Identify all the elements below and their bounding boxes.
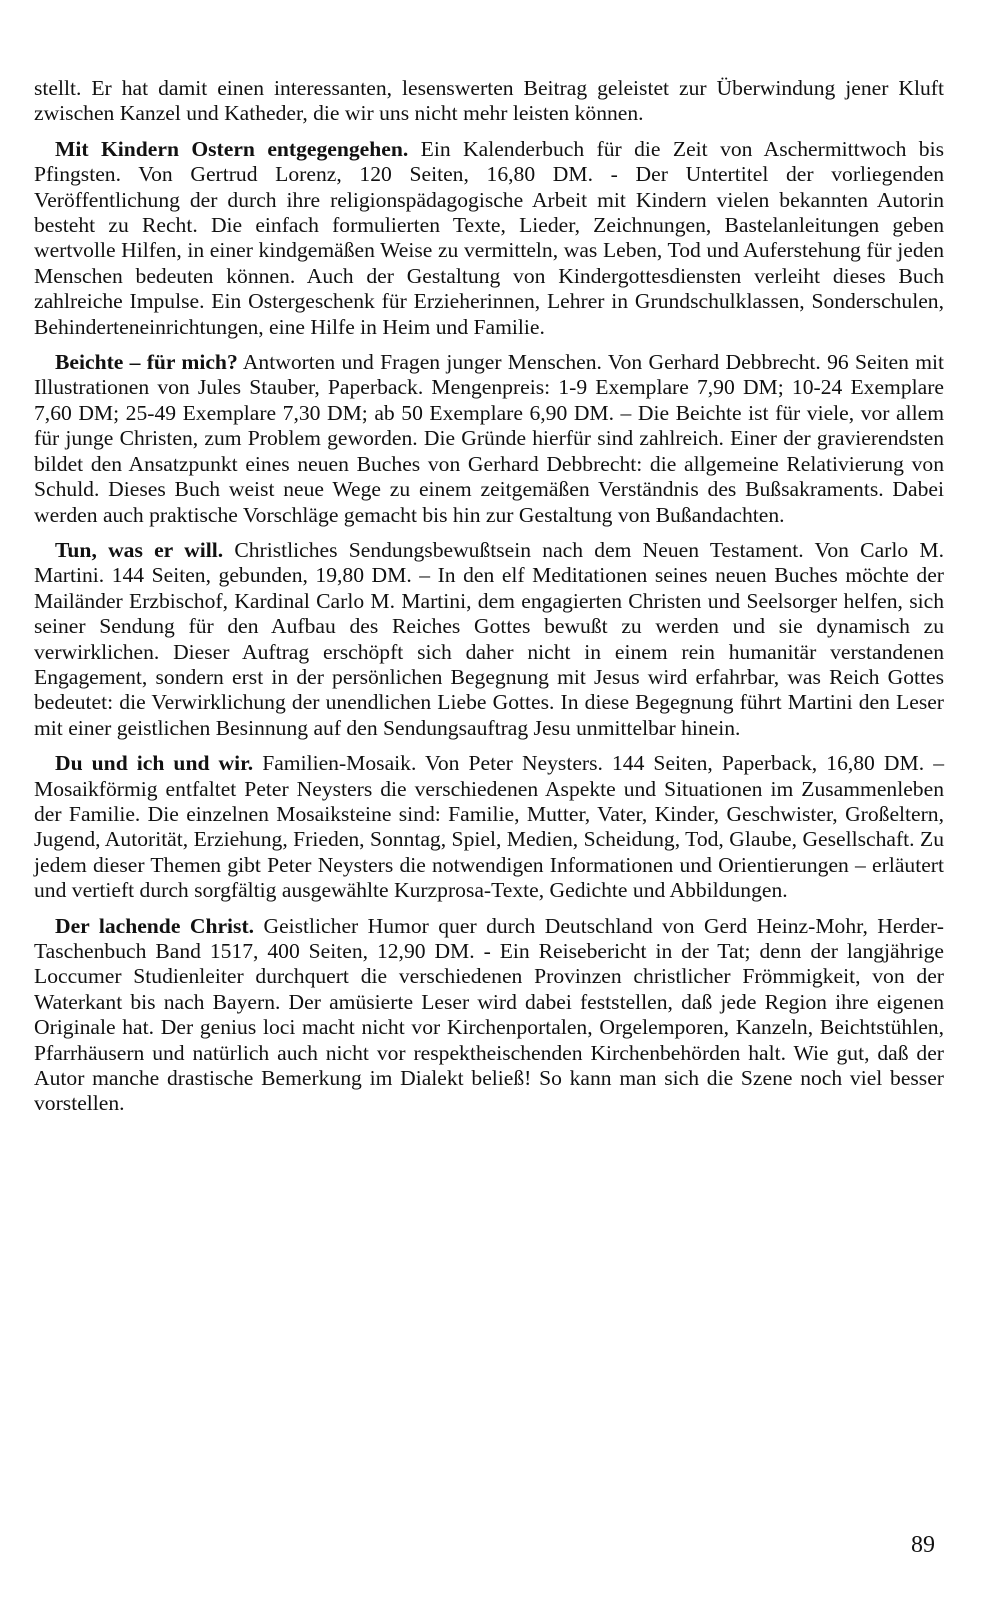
book-title: Beichte – für mich? bbox=[55, 350, 238, 375]
book-description: Ein Kalenderbuch für die Zeit von Aschermittwoch bis Pfingsten. Von Gertrud Lorenz, 120 Seiten, 16,80 DM. - Der Untertitel der vorliegenden Veröffentlichung der durch ihre religionspädagogische Arbeit mit Kindern vielen bekannten Autorin besteht zu Recht. Die einfach formulierten Texte, Lieder, Zeichnungen, Bastelanleitungen geben wertvolle Hilfen, in einer kindgemäßen Weise zu vermitteln, was Leben, Tod und Auferstehung für jeden Menschen bedeuten können. Auch der Gestaltung von Kindergottesdiensten verleiht dieses Buch zahlreiche Impulse. Ein Ostergeschenk für Erzieherinnen, Lehrer in Grundschulklassen, Sonderschulen, Behinderteneinrichtungen, eine Hilfe in Heim und Familie. bbox=[34, 136, 944, 339]
book-entry bbox=[34, 137, 944, 340]
book-title: Du und ich und wir. bbox=[55, 751, 254, 776]
book-description: Christliches Sendungsbewußtsein nach dem Neuen Testament. Von Carlo M. Martini. 144 Seiten, gebunden, 19,80 DM. – In den elf Meditationen seines neuen Buches möchte der Mailänder Erzbischof, Kardinal Carlo M. Martini, dem engagierten Christen und Seelsorger helfen, sich seiner Sendung für den Aufbau des Reiches Gottes bewußt zu werden und sie dynamisch zu verwirklichen. Dieser Auftrag erschöpft sich daher nicht in einem rein humanitär verstandenen Engagement, sondern erst in der persönlichen Begegnung mit Jesus wird erfahrbar, was Reich Gottes bedeutet: die Verwirklichung der unendlichen Liebe Gottes. In diese Begegnung führt Martini den Leser mit einer geistlichen Besinnung auf den Sendungsauftrag Jesu unmittelbar hinein. bbox=[34, 537, 944, 740]
page-number: 89 bbox=[911, 1532, 935, 1558]
continuation-paragraph: stellt. Er hat damit einen interessanten, lesenswerten Beitrag geleistet zur Überwindung jener Kluft zwischen Kanzel und Katheder, die wir uns nicht mehr leisten können. bbox=[34, 76, 944, 126]
book-description: Familien-Mosaik. Von Peter Neysters. 144 Seiten, Paperback, 16,80 DM. – Mosaikförmig entfaltet Peter Neysters die verschiedenen Aspekte und Situationen im Zusammenleben der Familie. Die einzelnen Mosaiksteine sind: Familie, Mutter, Vater, Kinder, Geschwister, Großeltern, Jugend, Autorität, Erziehung, Frieden, Sonntag, Spiel, Medien, Scheidung, Tod, Glaube, Gesellschaft. Zu jedem dieser Themen gibt Peter Neysters die notwendigen Informationen und Orientierungen – erläutert und vertieft durch sorgfältig ausgewählte Kurzprosa-Texte, Gedichte und Abbildungen. bbox=[34, 751, 944, 903]
book-entry bbox=[34, 914, 944, 1117]
book-entry bbox=[34, 350, 944, 528]
book-description: Geistlicher Humor quer durch Deutschland von Gerd Heinz-Mohr, Herder-Taschenbuch Band 1517, 400 Seiten, 12,90 DM. - Ein Reisebericht in der Tat; denn der langjährige Loccumer Studienleiter durchquert die verschiedenen Provinzen christlicher Frömmigkeit, von der Waterkant bis nach Bayern. Der amüsierte Leser wird dabei feststellen, daß jede Region ihre eigenen Originale hat. Der genius loci macht nicht vor Kirchenportalen, Orgelemporen, Kanzeln, Beichtstühlen, Pfarrhäusern und natürlich auch nicht vor respektheischenden Kirchenbehörden halt. Wie gut, daß der Autor manche drastische Bemerkung im Dialekt beließ! So kann man sich die Szene noch viel besser vorstellen. bbox=[34, 913, 944, 1116]
book-entry bbox=[34, 538, 944, 741]
book-title: Tun, was er will. bbox=[55, 537, 224, 562]
page-body bbox=[34, 76, 944, 1117]
book-title: Der lachende Christ. bbox=[55, 913, 255, 938]
book-description: Antworten und Fragen junger Menschen. Von Gerhard Debbrecht. 96 Seiten mit Illustrationen von Jules Stauber, Paperback. Mengenpreis: 1-9 Exemplare 7,90 DM; 10-24 Exemplare 7,60 DM; 25-49 Exemplare 7,30 DM; ab 50 Exemplare 6,90 DM. – Die Beichte ist für viele, vor allem für junge Christen, zum Problem geworden. Die Gründe hierfür sind zahlreich. Einer der gravierendsten bildet den Ansatzpunkt eines neuen Buches von Gerhard Debbrecht: die allgemeine Relativierung von Schuld. Dieses Buch weist neue Wege zu einem zeitgemäßen Verständnis des Bußsakraments. Dabei werden auch praktische Vorschläge gemacht bis hin zur Gestaltung von Bußandachten. bbox=[34, 350, 945, 527]
book-title: Mit Kindern Ostern entgegengehen. bbox=[55, 136, 409, 161]
book-entry bbox=[34, 751, 944, 903]
